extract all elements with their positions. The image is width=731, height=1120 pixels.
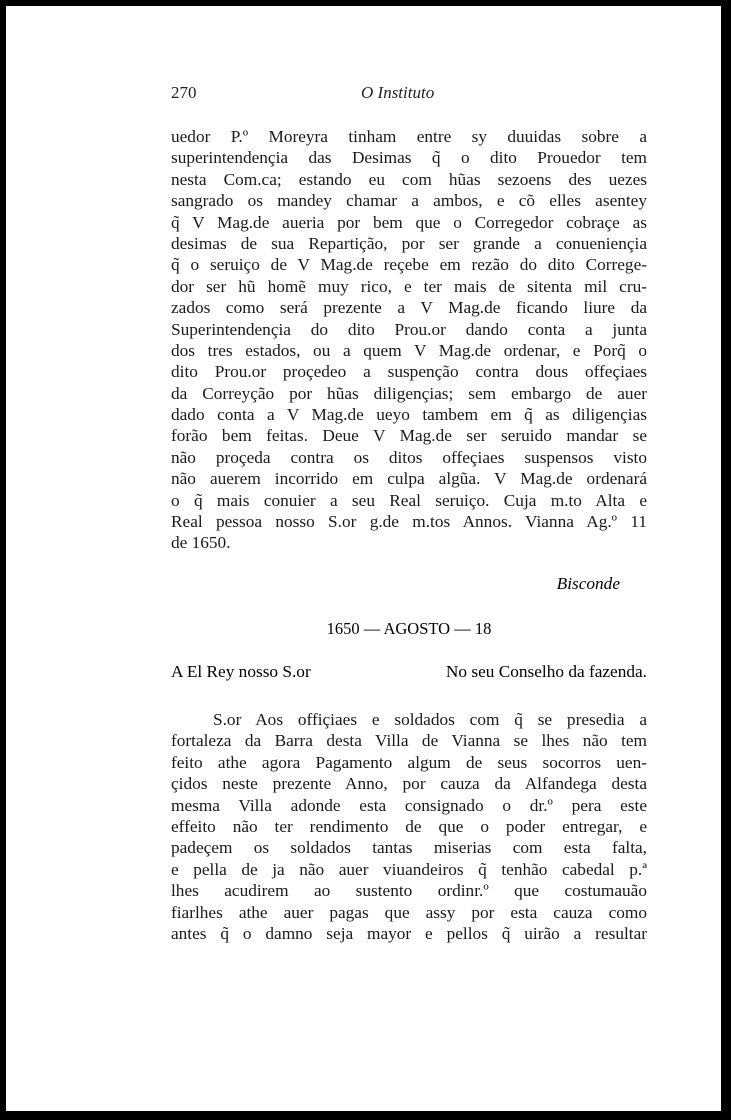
text-line: forão bem feitas. Deue V Mag.de ser seruido mandar se <box>171 426 647 446</box>
text-line: desimas de sua Repartição, por ser grande a conueniençia <box>171 233 647 253</box>
text-line: antes q̃ o damno seja mayor e pellos q̃ uirão a resultar <box>171 923 647 943</box>
text-line: padeçem os soldados tantas miserias com esta falta, <box>171 838 647 858</box>
text-line: de 1650. <box>171 533 231 553</box>
text-line: dos tres estados, ou a quem V Mag.de ordenar, e Porq̃ o <box>171 340 647 360</box>
text-line: sangrado os mandey chamar a ambos, e cõ elles asentey <box>171 191 647 211</box>
text-line: Superintendençia do dito Prou.or dando conta a junta <box>171 319 647 339</box>
text-line: dor ser hũ homẽ muy rico, e ter mais de sitenta mil cru- <box>171 276 647 296</box>
text-line: çidos neste prezente Anno, por cauza da Alfandega desta <box>171 774 647 794</box>
addressee: A El Rey nosso S.or <box>171 662 311 681</box>
letter-body-2 <box>171 709 647 944</box>
text-line: effeito não ter rendimento de que o poder entregar, e <box>171 816 647 836</box>
text-line: o q̃ mais conuier a seu Real seruiço. Cuja m.to Alta e <box>171 490 647 510</box>
text-line: uedor P.º Moreyra tinham entre sy duuidas sobre a <box>171 127 647 146</box>
text-line: dado conta a V Mag.de ueyo tambem em q̃ as diligençias <box>171 405 647 425</box>
date-heading: 1650 — AGOSTO — 18 <box>326 619 492 638</box>
text-line: zados como será prezente a V Mag.de ficando liure da <box>171 298 647 318</box>
text-line: não proçeda contra os ditos offeçiaes suspensos visto <box>171 447 647 467</box>
running-title: O Instituto <box>361 83 435 102</box>
council-note: No seu Conselho da fazenda. <box>445 662 647 681</box>
text-line: Real pessoa nosso S.or g.de m.tos Annos. Vianna Ag.º 11 <box>171 512 647 532</box>
page-header <box>171 83 647 109</box>
text-line: e pella de ja não auer viuandeiros q̃ tenhão cabedal p.ª <box>171 859 647 879</box>
page-number: 270 <box>171 83 197 102</box>
text-line: mesma Villa adonde esta consignado o dr.º pera este <box>171 795 647 815</box>
letter-body-1 <box>171 126 647 554</box>
text-line: superintendençia das Desimas q̃ o dito Prouedor tem <box>171 148 647 168</box>
text-line: fortaleza da Barra desta Villa de Vianna se lhes não tem <box>171 731 647 751</box>
text-line: fiarlhes athe auer pagas que assy por esta cauza como <box>171 902 647 922</box>
text-line: dito Prou.or proçedeo a suspenção contra dous offeçiaes <box>171 362 647 382</box>
text-line: lhes acudirem ao sustento ordinr.º que costumauão <box>171 881 647 901</box>
book-page <box>6 6 721 1111</box>
text-line: feito athe agora Pagamento algum de seus socorros uen- <box>171 752 647 772</box>
signature: Bisconde <box>556 574 620 593</box>
text-line: nesta Com.ca; estando eu com hũas sezoens des uezes <box>171 169 647 189</box>
text-line: não auerem incorrido em culpa algũa. V Mag.de ordenará <box>171 469 647 489</box>
text-line: S.or Aos offiçiaes e soldados com q̃ se presedia a <box>213 710 647 729</box>
text-line: q̃ V Mag.de aueria por bem que o Corregedor cobraçe as <box>171 212 647 232</box>
text-line: da Correyção por hũas diligençias; sem embargo de auer <box>171 383 647 403</box>
text-line: q̃ o seruiço de V Mag.de reçebe em rezão do dito Correge- <box>171 255 647 275</box>
